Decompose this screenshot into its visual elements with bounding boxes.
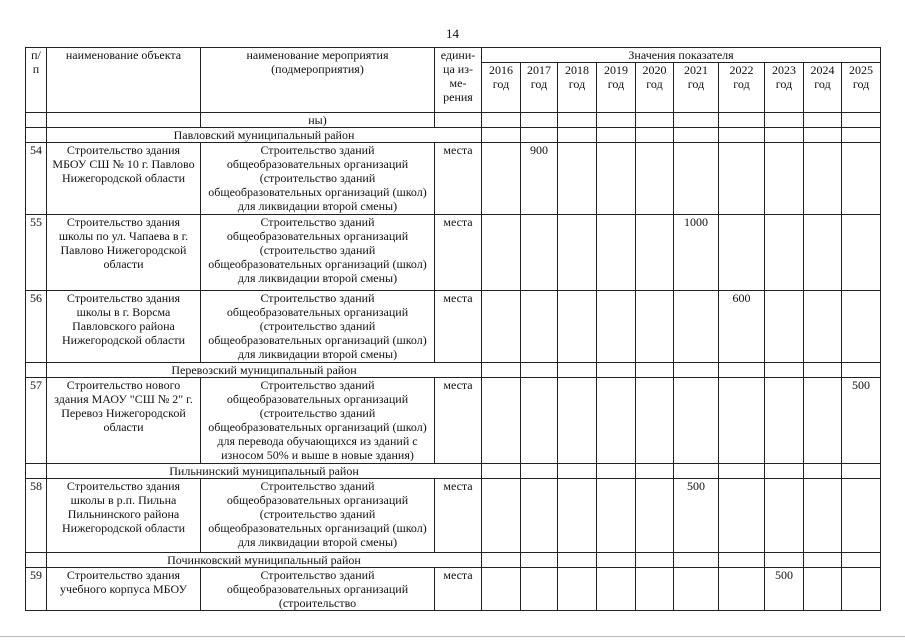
section-empty-cell bbox=[804, 363, 842, 378]
section-spacer bbox=[26, 363, 47, 378]
value-cell bbox=[804, 143, 842, 215]
header-year-2: 2018 год bbox=[558, 63, 597, 113]
section-spacer bbox=[26, 553, 47, 568]
object-name: Строительство здания МБОУ СШ № 10 г. Павлово Нижегородской области bbox=[47, 143, 201, 215]
value-cell bbox=[842, 215, 881, 291]
header-event: наименование мероприятия (подмероприятия) bbox=[201, 48, 435, 113]
section-empty-cell bbox=[804, 464, 842, 479]
value-cell bbox=[765, 291, 804, 363]
section-empty-cell bbox=[765, 363, 804, 378]
indicators-table bbox=[25, 47, 881, 611]
section-empty-cell bbox=[482, 553, 521, 568]
value-cell: 1000 bbox=[674, 215, 719, 291]
section-empty-cell bbox=[482, 363, 521, 378]
event-name: Строительство зданий общеобразовательных организаций (строительство зданий общеобразовательных организаций (школ) для ликвидации второй смены) bbox=[201, 479, 435, 553]
value-cell bbox=[597, 215, 636, 291]
section-empty-cell bbox=[636, 128, 674, 143]
section-empty-cell bbox=[719, 464, 765, 479]
value-cell bbox=[636, 291, 674, 363]
value-cell bbox=[482, 378, 521, 464]
section-empty-cell bbox=[521, 363, 558, 378]
value-cell bbox=[521, 568, 558, 611]
section-empty-cell bbox=[765, 553, 804, 568]
section-title: Пильнинский муниципальный район bbox=[47, 464, 482, 479]
value-cell bbox=[482, 291, 521, 363]
value-cell bbox=[597, 568, 636, 611]
value-cell bbox=[597, 291, 636, 363]
value-cell: 500 bbox=[842, 378, 881, 464]
table-row bbox=[26, 215, 881, 291]
value-cell: 600 bbox=[719, 291, 765, 363]
section-empty-cell bbox=[674, 363, 719, 378]
event-name: Строительство зданий общеобразовательных организаций (строительство зданий общеобразовательных организаций (школ) для ликвидации второй смены) bbox=[201, 291, 435, 363]
section-empty-cell bbox=[558, 464, 597, 479]
cont-object bbox=[47, 113, 201, 128]
section-empty-cell bbox=[804, 128, 842, 143]
table-row bbox=[26, 568, 881, 611]
value-cell bbox=[804, 291, 842, 363]
value-cell bbox=[558, 378, 597, 464]
cont-num bbox=[26, 113, 47, 128]
value-cell bbox=[558, 479, 597, 553]
section-empty-cell bbox=[521, 464, 558, 479]
value-cell bbox=[674, 378, 719, 464]
section-title: Починковский муниципальный район bbox=[47, 553, 482, 568]
header-year-8: 2024 год bbox=[804, 63, 842, 113]
section-empty-cell bbox=[521, 128, 558, 143]
value-cell bbox=[674, 143, 719, 215]
section-row bbox=[26, 553, 881, 568]
cont-unit bbox=[435, 113, 482, 128]
value-cell bbox=[521, 479, 558, 553]
value-cell bbox=[636, 479, 674, 553]
value-cell bbox=[636, 568, 674, 611]
section-empty-cell bbox=[765, 128, 804, 143]
value-cell bbox=[482, 568, 521, 611]
section-empty-cell bbox=[674, 553, 719, 568]
value-cell bbox=[765, 143, 804, 215]
value-cell bbox=[558, 568, 597, 611]
continuation-text: ны) bbox=[201, 113, 435, 128]
section-row bbox=[26, 464, 881, 479]
section-empty-cell bbox=[804, 553, 842, 568]
section-empty-cell bbox=[842, 128, 881, 143]
header-year-4: 2020 год bbox=[636, 63, 674, 113]
value-cell bbox=[719, 143, 765, 215]
unit: места bbox=[435, 479, 482, 553]
row-number: 59 bbox=[26, 568, 47, 611]
table-row bbox=[26, 378, 881, 464]
value-cell bbox=[597, 143, 636, 215]
value-cell bbox=[765, 479, 804, 553]
value-cell bbox=[558, 291, 597, 363]
table-row bbox=[26, 291, 881, 363]
header-year-1: 2017 год bbox=[521, 63, 558, 113]
section-empty-cell bbox=[765, 464, 804, 479]
event-name: Строительство зданий общеобразовательных организаций (строительство bbox=[201, 568, 435, 611]
event-name: Строительство зданий общеобразовательных организаций (строительство зданий общеобразовательных организаций (школ) для ликвидации второй смены) bbox=[201, 215, 435, 291]
section-empty-cell bbox=[558, 363, 597, 378]
table-row bbox=[26, 479, 881, 553]
section-empty-cell bbox=[597, 464, 636, 479]
value-cell bbox=[558, 215, 597, 291]
section-empty-cell bbox=[558, 128, 597, 143]
row-number: 56 bbox=[26, 291, 47, 363]
unit: места bbox=[435, 378, 482, 464]
section-empty-cell bbox=[636, 363, 674, 378]
section-empty-cell bbox=[597, 128, 636, 143]
section-empty-cell bbox=[674, 128, 719, 143]
header-row bbox=[26, 48, 881, 63]
value-cell bbox=[804, 479, 842, 553]
value-cell bbox=[674, 568, 719, 611]
value-cell bbox=[804, 568, 842, 611]
section-empty-cell bbox=[674, 464, 719, 479]
section-spacer bbox=[26, 128, 47, 143]
section-empty-cell bbox=[636, 464, 674, 479]
header-year-9: 2025 год bbox=[842, 63, 881, 113]
value-cell bbox=[482, 215, 521, 291]
value-cell bbox=[482, 143, 521, 215]
value-cell bbox=[719, 479, 765, 553]
value-cell bbox=[842, 143, 881, 215]
section-empty-cell bbox=[842, 553, 881, 568]
header-values: Значения показателя bbox=[482, 48, 881, 63]
value-cell bbox=[765, 378, 804, 464]
event-name: Строительство зданий общеобразовательных организаций (строительство зданий общеобразовательных организаций (школ) для ликвидации второй смены) bbox=[201, 143, 435, 215]
section-empty-cell bbox=[558, 553, 597, 568]
value-cell bbox=[842, 479, 881, 553]
unit: места bbox=[435, 291, 482, 363]
section-empty-cell bbox=[597, 553, 636, 568]
page-number: 14 bbox=[446, 26, 459, 41]
section-spacer bbox=[26, 464, 47, 479]
section-empty-cell bbox=[636, 553, 674, 568]
unit: места bbox=[435, 568, 482, 611]
section-row bbox=[26, 128, 881, 143]
section-row bbox=[26, 363, 881, 378]
value-cell: 500 bbox=[765, 568, 804, 611]
value-cell bbox=[636, 215, 674, 291]
value-cell bbox=[674, 291, 719, 363]
row-number: 54 bbox=[26, 143, 47, 215]
value-cell bbox=[636, 378, 674, 464]
header-year-3: 2019 год bbox=[597, 63, 636, 113]
value-cell bbox=[521, 215, 558, 291]
value-cell bbox=[719, 378, 765, 464]
value-cell bbox=[804, 215, 842, 291]
section-empty-cell bbox=[482, 464, 521, 479]
header-year-7: 2023 год bbox=[765, 63, 804, 113]
value-cell bbox=[804, 378, 842, 464]
section-empty-cell bbox=[521, 553, 558, 568]
row-number: 58 bbox=[26, 479, 47, 553]
unit: места bbox=[435, 143, 482, 215]
section-empty-cell bbox=[482, 128, 521, 143]
object-name: Строительство нового здания МАОУ "СШ № 2" г. Перевоз Нижегородской области bbox=[47, 378, 201, 464]
header-year-0: 2016 год bbox=[482, 63, 521, 113]
row-number: 55 bbox=[26, 215, 47, 291]
continuation-row bbox=[26, 113, 881, 128]
value-cell bbox=[558, 143, 597, 215]
value-cell bbox=[521, 378, 558, 464]
value-cell bbox=[842, 568, 881, 611]
unit: места bbox=[435, 215, 482, 291]
value-cell bbox=[482, 479, 521, 553]
section-empty-cell bbox=[842, 363, 881, 378]
header-unit: едини- ца из- ме- рения bbox=[435, 48, 482, 113]
scan-artifact-line bbox=[0, 636, 905, 637]
section-empty-cell bbox=[719, 553, 765, 568]
value-cell bbox=[719, 215, 765, 291]
header-num: п/ п bbox=[26, 48, 47, 113]
value-cell: 900 bbox=[521, 143, 558, 215]
table-row bbox=[26, 143, 881, 215]
event-name: Строительство зданий общеобразовательных организаций (строительство зданий общеобразовательных организаций (школ) для перевода обучающихся из зданий с износом 50% и выше в новые здания) bbox=[201, 378, 435, 464]
value-cell bbox=[597, 378, 636, 464]
section-empty-cell bbox=[842, 464, 881, 479]
section-empty-cell bbox=[597, 363, 636, 378]
value-cell bbox=[636, 143, 674, 215]
value-cell bbox=[719, 568, 765, 611]
object-name: Строительство здания школы по ул. Чапаева в г. Павлово Нижегородской области bbox=[47, 215, 201, 291]
section-empty-cell bbox=[719, 128, 765, 143]
value-cell bbox=[765, 215, 804, 291]
value-cell bbox=[597, 479, 636, 553]
object-name: Строительство здания школы в г. Ворсма Павловского района Нижегородской области bbox=[47, 291, 201, 363]
header-year-5: 2021 год bbox=[674, 63, 719, 113]
object-name: Строительство здания школы в р.п. Пильна Пильнинского района Нижегородской области bbox=[47, 479, 201, 553]
section-title: Перевозский муниципальный район bbox=[47, 363, 482, 378]
header-year-6: 2022 год bbox=[719, 63, 765, 113]
section-empty-cell bbox=[719, 363, 765, 378]
value-cell bbox=[521, 291, 558, 363]
section-title: Павловский муниципальный район bbox=[47, 128, 482, 143]
value-cell bbox=[842, 291, 881, 363]
header-object: наименование объекта bbox=[47, 48, 201, 113]
object-name: Строительство здания учебного корпуса МБОУ bbox=[47, 568, 201, 611]
value-cell: 500 bbox=[674, 479, 719, 553]
row-number: 57 bbox=[26, 378, 47, 464]
